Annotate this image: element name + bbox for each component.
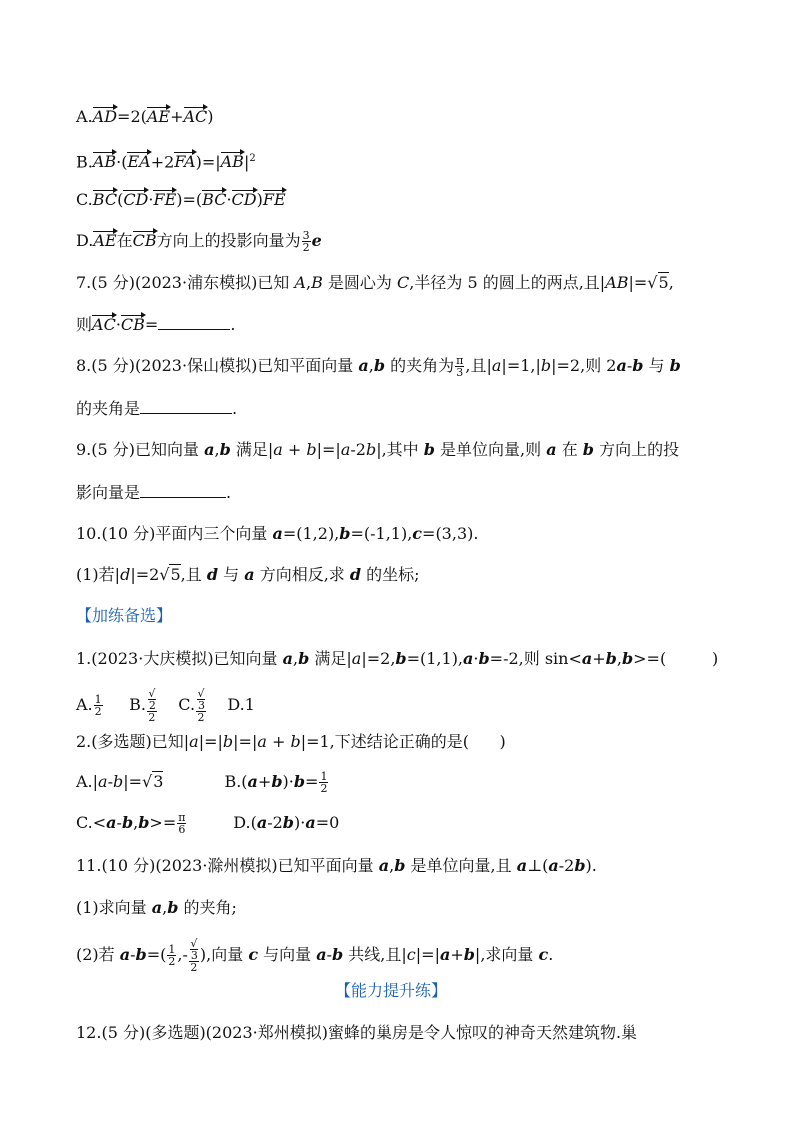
extra-question-2-options-cd: C.<a-b,b>= $\frac{\pi}{6}$ D.(a-2b)·a=0 <box>76 811 340 836</box>
extra-question-1: 1.(2023·大庆模拟)已知向量 a,b 满足|a|=2,b=(1,1),a·b=-2,则 sin<a+b,b>=( ) <box>76 649 719 668</box>
question-11-line2: (1)求向量 a,b 的夹角; <box>76 898 237 917</box>
question-7-line1: 7.(5 分)(2023·浦东模拟)已知 A,B 是圆心为 C,半径为 5 的圆上的两点,且|AB|=√5, <box>76 273 674 292</box>
option-6a: A.AD=2(AE+AC) <box>76 107 214 126</box>
option-6c: C.BC(CD·FE)=(BC·CD)FE <box>76 190 286 209</box>
question-8-line1: 8.(5 分)(2023·保山模拟)已知平面向量 a,b 的夹角为 $\frac{\pi}{3}$ ,且|a|=1,|b|=2,则 2a-b 与 b <box>76 354 681 379</box>
question-9-line1: 9.(5 分)已知向量 a,b 满足|a + b|=|a-2b|,其中 b 是单位向量,则 a 在 b 方向上的投 <box>76 440 680 459</box>
extra-question-2: 2.(多选题)已知|a|=|b|=|a + b|=1,下述结论正确的是( ) <box>76 732 506 751</box>
question-11-line1: 11.(10 分)(2023·滁州模拟)已知平面向量 a,b 是单位向量,且 a⊥(a-2b). <box>76 856 597 875</box>
option-6d: D.AE在CB方向上的投影向量为 $\frac{3}{2}$ e <box>76 229 322 254</box>
question-10-line1: 10.(10 分)平面内三个向量 a=(1,2),b=(-1,1),c=(3,3). <box>76 524 479 543</box>
question-10-line2: (1)若|d|=2√5,且 d 与 a 方向相反,求 d 的坐标; <box>76 565 420 584</box>
answer-blank-8[interactable] <box>140 397 232 414</box>
question-8-line2: 的夹角是 . <box>76 399 238 418</box>
question-11-line3: (2)若 a-b=( $\frac{1}{2}$ ,- √ 3 2 ),向量 c 与向量 a-b 共线,且|c|=|a+b|,求向量 c. <box>76 937 554 974</box>
extra-question-2-options-ab: A.|a-b|=√3 B.(a+b)·b= $\frac{1}{2}$ <box>76 770 328 795</box>
option-6b: $B.AB\cdot(EA+2FA)=|AB|^2$ <box>76 152 256 172</box>
question-9-line2: 影向量是 . <box>76 483 232 502</box>
section-heading-advanced: 【能力提升练】 <box>335 981 448 1000</box>
extra-question-1-options: A. $\frac{1}{2}$ B. √ 2 2 C. √ 3 2 D.1 <box>76 687 255 724</box>
answer-blank-7[interactable] <box>158 313 230 330</box>
question-7-line2: 则AC·CB= . <box>76 315 236 334</box>
question-12-line1: 12.(5 分)(多选题)(2023·郑州模拟)蜜蜂的巢房是令人惊叹的神奇天然建筑物.巢 <box>76 1023 638 1042</box>
section-heading-extra: 【加练备选】 <box>76 606 173 625</box>
answer-blank-9[interactable] <box>140 481 226 498</box>
